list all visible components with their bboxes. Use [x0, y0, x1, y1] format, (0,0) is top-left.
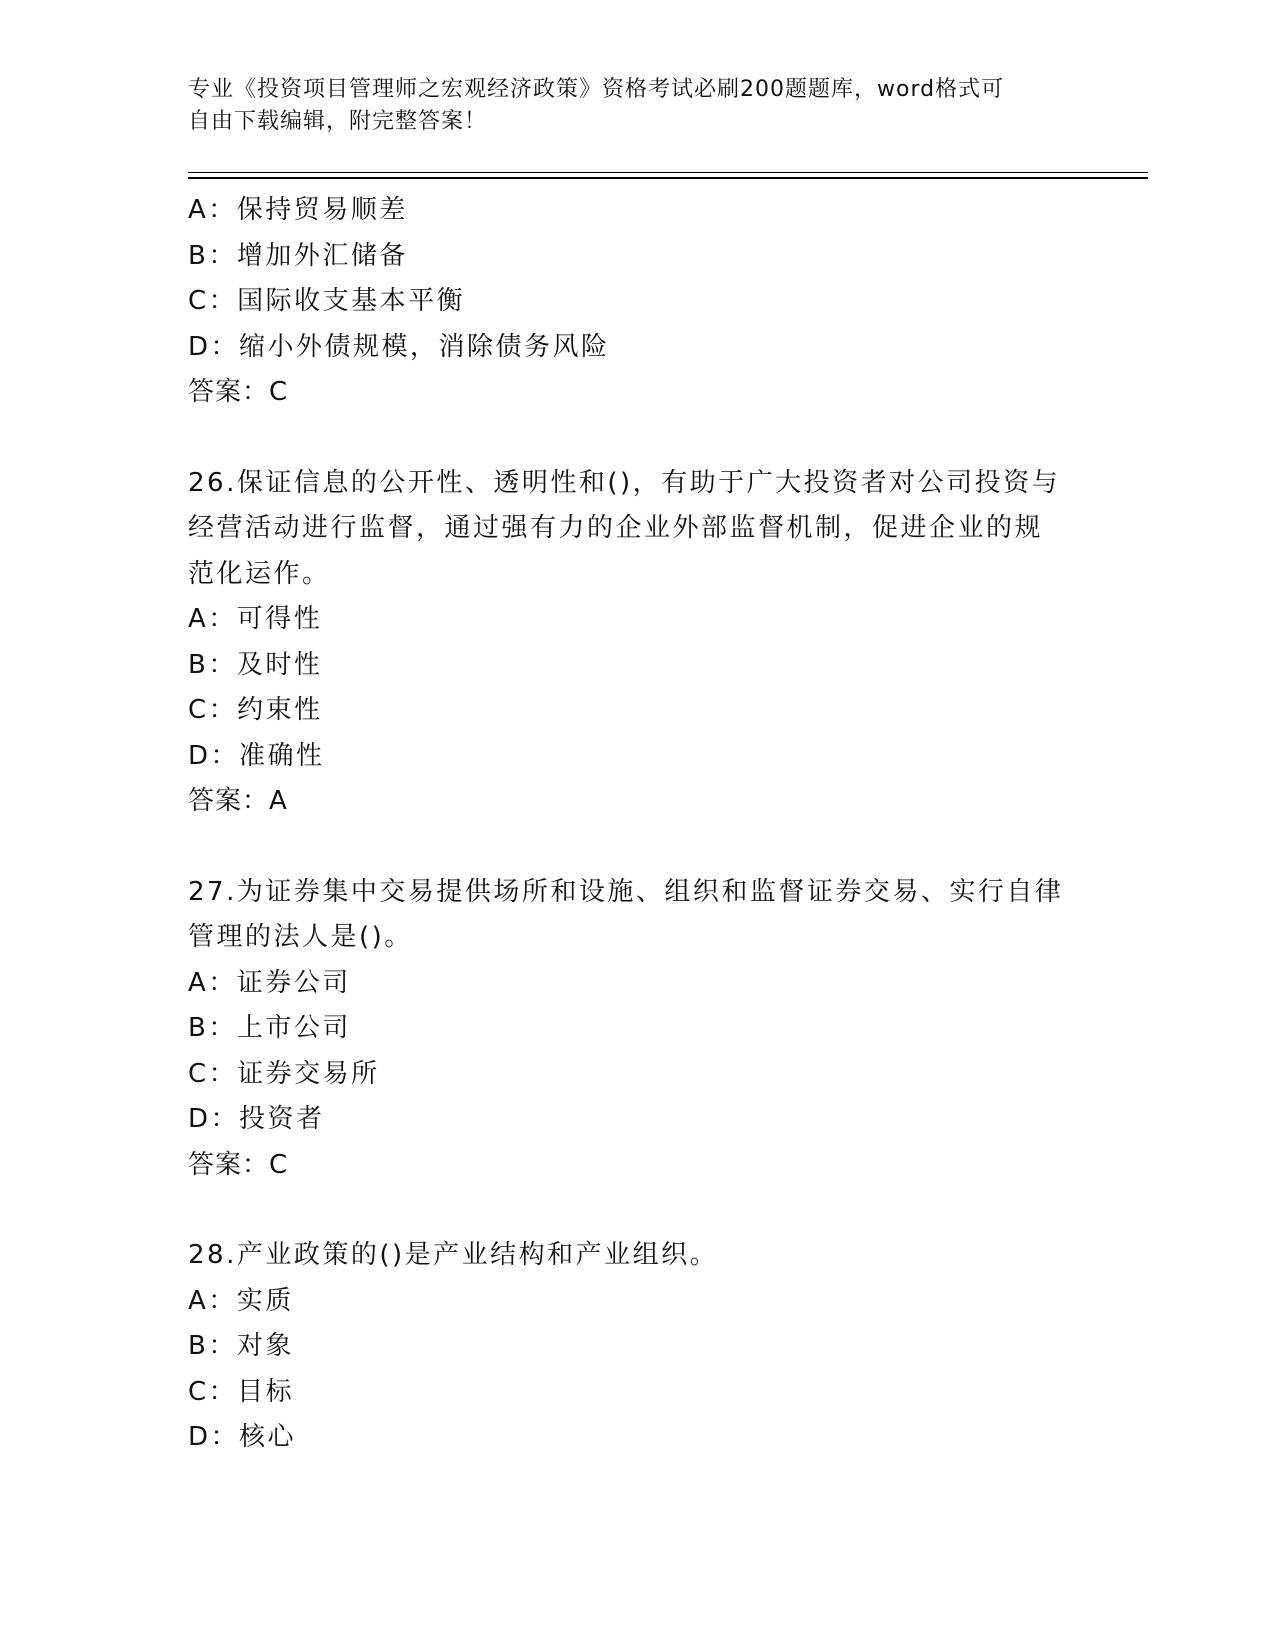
header-rule-bottom [188, 177, 1148, 179]
option-c: C：国际收支基本平衡 [188, 286, 466, 316]
option-d: D：投资者 [188, 1104, 325, 1134]
answer-line: 答案：C [188, 377, 289, 407]
question-block-27 [188, 870, 1088, 1189]
question-block-26 [188, 461, 1088, 825]
spacer [188, 1188, 1088, 1233]
answer-line: 答案：A [188, 786, 288, 816]
question-text-line: 27.为证券集中交易提供场所和设施、组织和监督证券交易、实行自律 [188, 876, 1064, 907]
spacer [188, 825, 1088, 870]
answer-line: 答案：C [188, 1149, 289, 1180]
header-line-2: 自由下载编辑，附完整答案！ [188, 109, 488, 134]
option-a: A：可得性 [188, 604, 323, 634]
option-b: B：及时性 [188, 649, 323, 680]
question-text-line: 范化运作。 [188, 558, 331, 589]
question-text-line: 管理的法人是()。 [188, 922, 413, 952]
header-line-1: 专业《投资项目管理师之宏观经济政策》资格考试必刷200题题库，word格式可 [188, 77, 1005, 102]
spacer [188, 416, 1088, 461]
question-text-line: 经营活动进行监督，通过强有力的企业外部监督机制，促进企业的规 [188, 513, 1044, 543]
option-a: A：保持贸易顺差 [188, 195, 408, 225]
option-d: D：核心 [188, 1422, 297, 1452]
option-c: C：目标 [188, 1376, 295, 1407]
option-b: B：对象 [188, 1331, 294, 1361]
question-text-line: 26.保证信息的公开性、透明性和()，有助于广大投资者对公司投资与 [188, 467, 1061, 498]
option-a: A：实质 [188, 1285, 294, 1316]
option-b: B：增加外汇储备 [188, 240, 408, 271]
option-c: C：约束性 [188, 695, 323, 725]
question-text-line: 28.产业政策的()是产业结构和产业组织。 [188, 1240, 719, 1270]
question-list [188, 188, 1088, 1461]
option-a: A：证券公司 [188, 967, 351, 998]
document-header [188, 74, 1088, 138]
option-d: D：缩小外债规模，消除债务风险 [188, 331, 610, 362]
question-block-28 [188, 1233, 1088, 1461]
option-d: D：准确性 [188, 740, 325, 771]
header-rule-top [188, 172, 1148, 173]
option-c: C：证券交易所 [188, 1058, 380, 1089]
question-block-25 [188, 188, 1088, 416]
option-b: B：上市公司 [188, 1013, 351, 1043]
